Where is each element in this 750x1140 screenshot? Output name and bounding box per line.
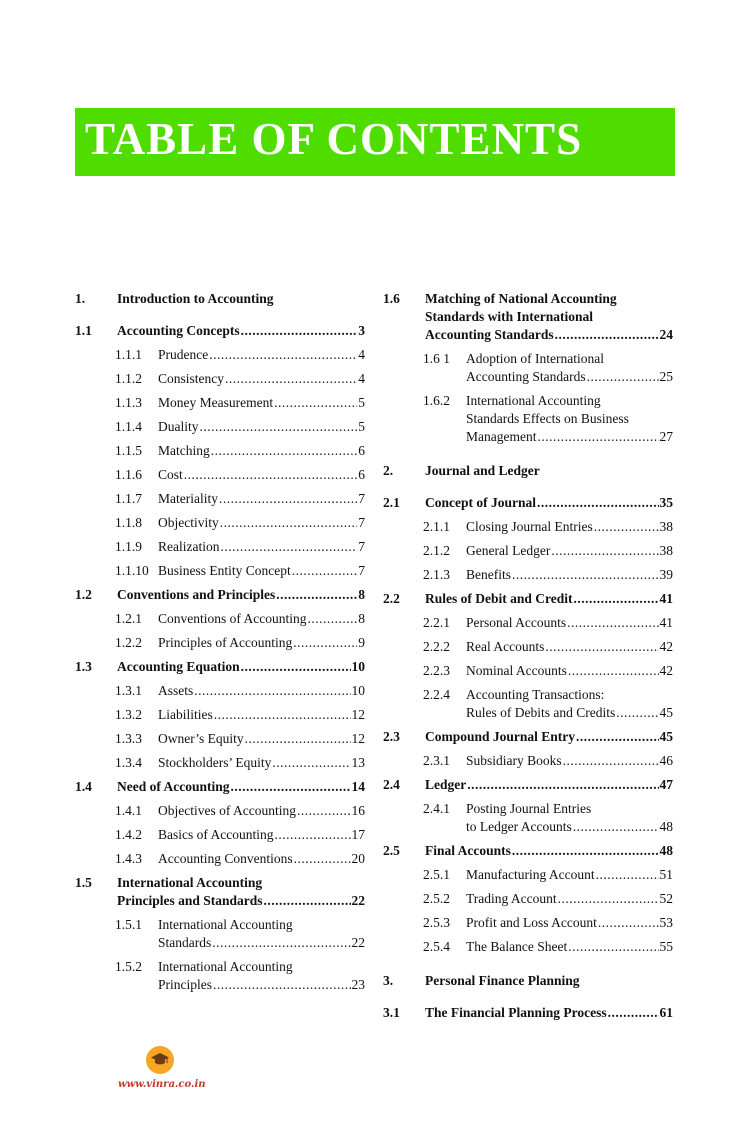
dot-leader <box>568 938 658 956</box>
toc-entry-number: 2.2.1 <box>423 615 450 630</box>
toc-entry-title-line: International Accounting <box>466 393 601 408</box>
toc-subsection[interactable] <box>75 706 365 724</box>
toc-entry-title-line: Adoption of International <box>466 351 604 366</box>
toc-entry-title: Assets <box>158 683 194 698</box>
toc-entry-number: 2.5.2 <box>423 891 450 906</box>
toc-subsection[interactable] <box>383 614 673 632</box>
toc-page-number: 22 <box>351 893 365 908</box>
dot-leader <box>274 826 350 844</box>
toc-entry-number: 1.1.3 <box>115 395 142 410</box>
toc-entry-title: Real Accounts <box>466 639 545 654</box>
dot-leader <box>213 976 351 994</box>
toc-page-number: 48 <box>659 819 673 834</box>
toc-entry-number: 1.1.9 <box>115 539 142 554</box>
dot-leader <box>608 1004 659 1022</box>
toc-page-number: 41 <box>659 591 673 606</box>
toc-page-number: 6 <box>358 443 365 458</box>
toc-entry-title: Accounting Standards <box>425 327 554 342</box>
footer-url[interactable]: www.vinra.co.in <box>118 1079 206 1090</box>
toc-entry-title: Closing Journal Entries <box>466 519 593 534</box>
dot-leader <box>512 842 659 860</box>
dot-leader <box>219 490 357 508</box>
toc-page-number: 41 <box>659 615 673 630</box>
toc-subsection[interactable] <box>75 490 365 508</box>
toc-entry-number: 1.6 1 <box>423 351 450 366</box>
toc-entry-number: 2.2.3 <box>423 663 450 678</box>
toc-page-number: 20 <box>351 851 365 866</box>
dot-leader <box>598 914 659 932</box>
dot-leader <box>184 466 357 484</box>
toc-subsection[interactable] <box>383 542 673 560</box>
toc-entry-number: 1.4.3 <box>115 851 142 866</box>
toc-entry-title-line: International Accounting <box>158 917 293 932</box>
toc-entry-number: 1. <box>75 291 86 306</box>
toc-subsection[interactable] <box>383 350 673 386</box>
toc-entry-number: 3. <box>383 973 394 988</box>
dot-leader <box>512 566 659 584</box>
dot-leader <box>272 754 350 772</box>
dot-leader <box>587 368 659 386</box>
toc-subsection[interactable] <box>383 938 673 956</box>
toc-entry-title: Liabilities <box>158 707 213 722</box>
toc-page-number: 22 <box>351 935 365 950</box>
toc-left-column <box>75 290 365 994</box>
toc-entry-title: Nominal Accounts <box>466 663 567 678</box>
toc-entry-title: Materiality <box>158 491 218 506</box>
toc-entry-title: Duality <box>158 419 199 434</box>
dot-leader <box>241 322 358 340</box>
toc-entry-title: Principles and Standards <box>117 893 263 908</box>
toc-subsection[interactable] <box>75 346 365 364</box>
toc-page-number: 27 <box>659 429 673 444</box>
toc-subsection[interactable] <box>75 754 365 772</box>
toc-subsection[interactable] <box>75 850 365 868</box>
toc-subsection[interactable] <box>75 418 365 436</box>
dot-leader <box>245 730 351 748</box>
toc-entry-title: Principles of Accounting <box>158 635 293 650</box>
toc-page-number: 7 <box>358 491 365 506</box>
toc-entry-number: 2.2.2 <box>423 639 450 654</box>
toc-entry-title: Realization <box>158 539 220 554</box>
toc-entry-number: 1.4.2 <box>115 827 142 842</box>
toc-entry-title-line: International Accounting <box>158 959 293 974</box>
dot-leader <box>616 704 658 722</box>
toc-subsection[interactable] <box>383 800 673 836</box>
toc-entry-number: 1.1.6 <box>115 467 142 482</box>
toc-entry-title: Concept of Journal <box>425 495 536 510</box>
toc-page-number: 45 <box>659 705 673 720</box>
toc-entry-number: 2.5.3 <box>423 915 450 930</box>
toc-entry-number: 1.4.1 <box>115 803 142 818</box>
dot-leader <box>545 638 658 656</box>
dot-leader <box>537 428 658 446</box>
toc-entry-number: 3.1 <box>383 1005 400 1020</box>
dot-leader <box>567 614 658 632</box>
toc-entry-number: 1.1 <box>75 323 92 338</box>
toc-section[interactable] <box>383 290 673 344</box>
toc-entry-title-line: Accounting Transactions: <box>466 687 605 702</box>
toc-page-number: 16 <box>351 803 365 818</box>
toc-page-number: 7 <box>358 515 365 530</box>
toc-page-number: 24 <box>659 327 673 342</box>
dot-leader <box>537 494 659 512</box>
toc-subsection[interactable] <box>383 518 673 536</box>
toc-page-number: 42 <box>659 639 673 654</box>
toc-page-number: 17 <box>351 827 365 842</box>
toc-subsection[interactable] <box>75 394 365 412</box>
toc-section[interactable] <box>383 842 673 860</box>
dot-leader <box>194 682 350 700</box>
toc-subsection[interactable] <box>383 392 673 446</box>
title-banner <box>75 108 675 176</box>
toc-section[interactable] <box>75 322 365 340</box>
toc-entry-number: 2.5 <box>383 843 400 858</box>
toc-page-number: 38 <box>659 543 673 558</box>
toc-page-number: 45 <box>659 729 673 744</box>
toc-entry-title: Need of Accounting <box>117 779 230 794</box>
toc-page-number: 35 <box>659 495 673 510</box>
toc-page-number: 38 <box>659 519 673 534</box>
toc-subsection[interactable] <box>383 662 673 680</box>
toc-page-number: 4 <box>358 347 365 362</box>
toc-page-number: 47 <box>659 777 673 792</box>
toc-page-number: 39 <box>659 567 673 582</box>
toc-entry-title: The Financial Planning Process <box>425 1005 607 1020</box>
toc-entry-title: Journal and Ledger <box>425 463 540 478</box>
toc-entry-number: 2.4 <box>383 777 400 792</box>
toc-subsection[interactable] <box>383 890 673 908</box>
toc-section[interactable] <box>383 494 673 512</box>
toc-entry-number: 1.1.7 <box>115 491 142 506</box>
toc-entry-title: Conventions of Accounting <box>158 611 307 626</box>
toc-entry-number: 2.5.4 <box>423 939 450 954</box>
toc-page-number: 8 <box>358 611 365 626</box>
toc-entry-title: Stockholders’ Equity <box>158 755 272 770</box>
toc-section[interactable] <box>75 778 365 796</box>
toc-entry-number: 1.3 <box>75 659 92 674</box>
toc-entry-number: 1.5.1 <box>115 917 142 932</box>
toc-entry-title: Basics of Accounting <box>158 827 274 842</box>
dot-leader <box>308 610 358 628</box>
toc-subsection[interactable] <box>75 562 365 580</box>
toc-chapter[interactable] <box>383 462 673 480</box>
toc-subsection[interactable] <box>75 514 365 532</box>
toc-section[interactable] <box>75 658 365 676</box>
toc-subsection[interactable] <box>75 958 365 994</box>
dot-leader <box>220 538 357 556</box>
toc-page-number: 6 <box>358 467 365 482</box>
toc-entry-title: The Balance Sheet <box>466 939 568 954</box>
toc-entry-title: Ledger <box>425 777 467 792</box>
toc-subsection[interactable] <box>75 370 365 388</box>
toc-subsection[interactable] <box>75 682 365 700</box>
toc-entry-number: 1.1.1 <box>115 347 142 362</box>
toc-subsection[interactable] <box>75 610 365 628</box>
dot-leader <box>467 776 658 794</box>
toc-chapter[interactable] <box>75 290 365 308</box>
toc-entry-title: Objectivity <box>158 515 219 530</box>
toc-entry-number: 2.1 <box>383 495 400 510</box>
toc-entry-number: 1.1.5 <box>115 443 142 458</box>
toc-entry-title: Prudence <box>158 347 209 362</box>
toc-entry-title: Profit and Loss Account <box>466 915 597 930</box>
dot-leader <box>200 418 358 436</box>
toc-entry-title: Accounting Equation <box>117 659 240 674</box>
dot-leader <box>211 442 358 460</box>
toc-entry-title: Objectives of Accounting <box>158 803 296 818</box>
dot-leader <box>294 850 351 868</box>
dot-leader <box>563 752 659 770</box>
toc-entry-title: Accounting Concepts <box>117 323 240 338</box>
toc-entry-number: 2.2.4 <box>423 687 450 702</box>
toc-entry-number: 1.5.2 <box>115 959 142 974</box>
toc-page-number: 5 <box>358 419 365 434</box>
graduation-cap-icon <box>150 1050 170 1070</box>
toc-entry-title: Final Accounts <box>425 843 511 858</box>
toc-page-number: 23 <box>351 977 365 992</box>
toc-page-number: 3 <box>358 323 365 338</box>
toc-subsection[interactable] <box>383 638 673 656</box>
toc-subsection[interactable] <box>75 802 365 820</box>
toc-entry-title: Management <box>466 429 537 444</box>
toc-entry-title: Rules of Debit and Credit <box>425 591 573 606</box>
dot-leader <box>594 518 659 536</box>
toc-entry-title: Matching <box>158 443 210 458</box>
toc-entry-title: Trading Account <box>466 891 557 906</box>
toc-page-number: 10 <box>351 683 365 698</box>
toc-entry-title: Business Entity Concept <box>158 563 291 578</box>
dot-leader <box>293 634 357 652</box>
dot-leader <box>231 778 351 796</box>
toc-entry-number: 1.3.2 <box>115 707 142 722</box>
toc-entry-number: 1.2.1 <box>115 611 142 626</box>
dot-leader <box>568 662 659 680</box>
dot-leader <box>225 370 357 388</box>
toc-page-number: 51 <box>659 867 673 882</box>
toc-entry-number: 2.1.2 <box>423 543 450 558</box>
toc-entry-title: Accounting Conventions <box>158 851 293 866</box>
toc-subsection[interactable] <box>75 730 365 748</box>
toc-page-number: 13 <box>351 755 365 770</box>
dot-leader <box>555 326 659 344</box>
toc-entry-number: 2.5.1 <box>423 867 450 882</box>
toc-entry-title: Subsidiary Books <box>466 753 562 768</box>
toc-entry-number: 2. <box>383 463 394 478</box>
toc-entry-title: Money Measurement <box>158 395 274 410</box>
toc-page-number: 52 <box>659 891 673 906</box>
toc-entry-number: 2.2 <box>383 591 400 606</box>
toc-entry-title: Manufacturing Account <box>466 867 595 882</box>
toc-entry-number: 1.1.4 <box>115 419 142 434</box>
toc-section[interactable] <box>75 874 365 910</box>
toc-subsection[interactable] <box>383 566 673 584</box>
dot-leader <box>292 562 358 580</box>
toc-section[interactable] <box>383 728 673 746</box>
toc-subsection[interactable] <box>75 826 365 844</box>
toc-subsection[interactable] <box>75 538 365 556</box>
toc-entry-title: Personal Accounts <box>466 615 567 630</box>
toc-entry-title-line: Matching of National Accounting <box>425 291 617 306</box>
toc-page-number: 46 <box>659 753 673 768</box>
dot-leader <box>274 394 357 412</box>
toc-entry-number: 1.6 <box>383 291 400 306</box>
toc-page-number: 10 <box>351 659 365 674</box>
toc-entry-title: Personal Finance Planning <box>425 973 580 988</box>
toc-page-number: 12 <box>351 707 365 722</box>
toc-entry-number: 2.3 <box>383 729 400 744</box>
toc-section[interactable] <box>383 776 673 794</box>
toc-section[interactable] <box>383 590 673 608</box>
toc-entry-title: Compound Journal Entry <box>425 729 576 744</box>
toc-subsection[interactable] <box>383 914 673 932</box>
toc-subsection[interactable] <box>75 466 365 484</box>
toc-page-number: 48 <box>659 843 673 858</box>
toc-entry-title: Accounting Standards <box>466 369 586 384</box>
toc-subsection[interactable] <box>75 916 365 952</box>
dot-leader <box>212 934 350 952</box>
toc-page-number: 42 <box>659 663 673 678</box>
toc-entry-number: 1.1.10 <box>115 563 149 578</box>
toc-entry-number: 1.3.4 <box>115 755 142 770</box>
toc-page-number: 14 <box>351 779 365 794</box>
toc-subsection[interactable] <box>383 686 673 722</box>
toc-page-number: 25 <box>659 369 673 384</box>
toc-entry-number: 2.3.1 <box>423 753 450 768</box>
toc-entry-number: 1.6.2 <box>423 393 450 408</box>
toc-subsection[interactable] <box>75 442 365 460</box>
toc-page-number: 61 <box>659 1005 673 1020</box>
toc-entry-title: Standards <box>158 935 212 950</box>
toc-entry-number: 1.2.2 <box>115 635 142 650</box>
dot-leader <box>596 866 659 884</box>
toc-page-number: 12 <box>351 731 365 746</box>
toc-entry-number: 1.5 <box>75 875 92 890</box>
toc-entry-title: Principles <box>158 977 212 992</box>
toc-entry-number: 1.3.3 <box>115 731 142 746</box>
dot-leader <box>214 706 351 724</box>
toc-entry-title: to Ledger Accounts <box>466 819 572 834</box>
toc-entry-number: 2.1.1 <box>423 519 450 534</box>
toc-chapter[interactable] <box>383 972 673 990</box>
dot-leader <box>209 346 357 364</box>
dot-leader <box>276 586 357 604</box>
dot-leader <box>241 658 351 676</box>
toc-page-number: 7 <box>358 539 365 554</box>
toc-entry-title-line: Standards Effects on Business <box>466 411 629 426</box>
toc-entry-title: Consistency <box>158 371 224 386</box>
toc-entry-title-line: International Accounting <box>117 875 263 890</box>
toc-page-number: 9 <box>358 635 365 650</box>
dot-leader <box>220 514 358 532</box>
toc-page-number: 7 <box>358 563 365 578</box>
publisher-logo <box>146 1046 174 1074</box>
dot-leader <box>264 892 351 910</box>
dot-leader <box>576 728 658 746</box>
toc-page-number: 8 <box>358 587 365 602</box>
toc-subsection[interactable] <box>383 866 673 884</box>
toc-entry-number: 1.2 <box>75 587 92 602</box>
toc-section[interactable] <box>75 586 365 604</box>
toc-entry-title: General Ledger <box>466 543 551 558</box>
toc-entry-title-line: Standards with International <box>425 309 594 324</box>
toc-entry-title: Cost <box>158 467 183 482</box>
toc-entry-title: Introduction to Accounting <box>117 291 274 306</box>
toc-entry-title: Conventions and Principles <box>117 587 276 602</box>
toc-entry-number: 1.1.2 <box>115 371 142 386</box>
toc-right-column <box>383 290 673 1022</box>
toc-page-number: 4 <box>358 371 365 386</box>
toc-entry-number: 2.1.3 <box>423 567 450 582</box>
dot-leader <box>573 818 659 836</box>
dot-leader <box>558 890 659 908</box>
dot-leader <box>297 802 351 820</box>
dot-leader <box>551 542 658 560</box>
toc-entry-number: 2.4.1 <box>423 801 450 816</box>
page-title: TABLE OF CONTENTS <box>85 114 583 164</box>
dot-leader <box>574 590 659 608</box>
toc-entry-title: Owner’s Equity <box>158 731 244 746</box>
toc-entry-title: Rules of Debits and Credits <box>466 705 616 720</box>
toc-page-number: 5 <box>358 395 365 410</box>
toc-subsection[interactable] <box>383 752 673 770</box>
toc-section[interactable] <box>383 1004 673 1022</box>
toc-entry-number: 1.3.1 <box>115 683 142 698</box>
toc-page-number: 55 <box>659 939 673 954</box>
toc-entry-title: Benefits <box>466 567 511 582</box>
toc-entry-number: 1.4 <box>75 779 92 794</box>
toc-page-number: 53 <box>659 915 673 930</box>
toc-entry-number: 1.1.8 <box>115 515 142 530</box>
toc-entry-title-line: Posting Journal Entries <box>466 801 592 816</box>
toc-subsection[interactable] <box>75 634 365 652</box>
